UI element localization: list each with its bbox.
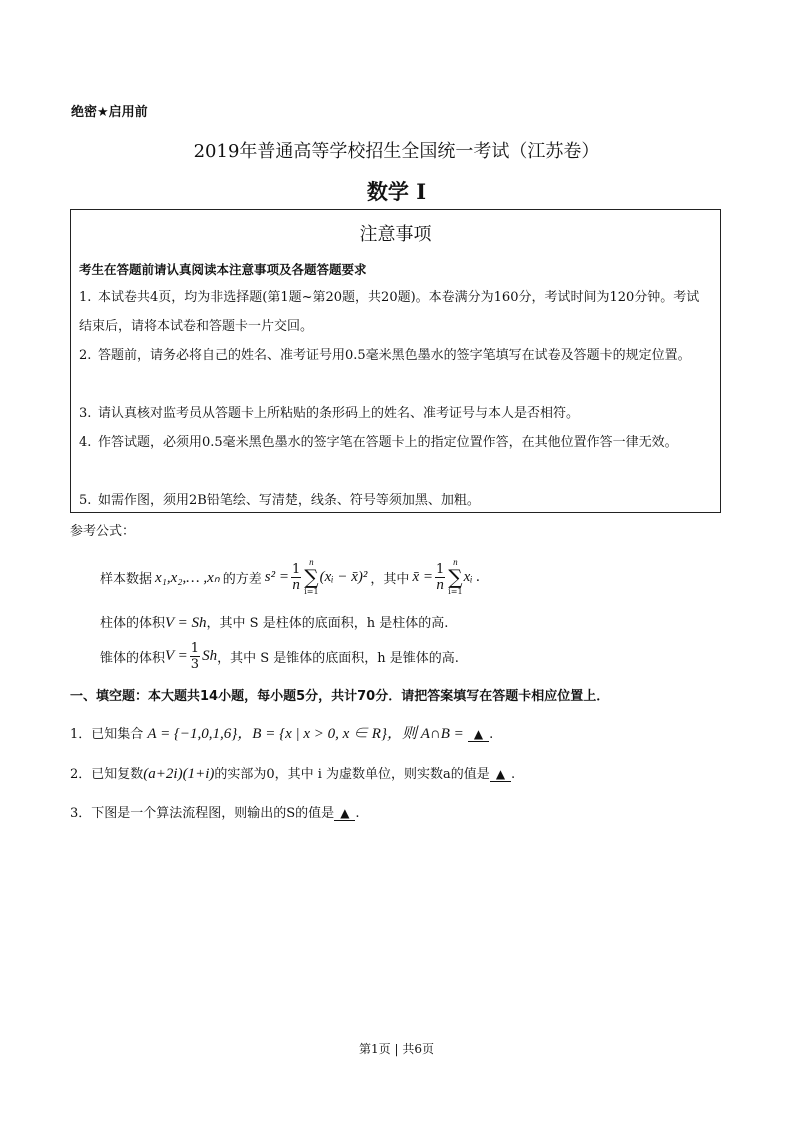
denominator: n	[436, 576, 444, 593]
fraction	[190, 641, 200, 672]
notice-title: 注意事项	[359, 224, 432, 245]
notice-item	[79, 283, 709, 341]
variance-term: (xᵢ − x̄)²	[319, 568, 368, 585]
question-3	[70, 802, 360, 821]
mean-term: xᵢ .	[463, 568, 481, 585]
question-1	[70, 722, 493, 743]
exam-title: 2019年普通高等学校招生全国统一考试（江苏卷）	[193, 141, 600, 162]
fraction	[291, 562, 301, 593]
answer-blank: ▲	[468, 727, 489, 742]
cylinder-suffix: ，其中 S 是柱体的底面积，h 是柱体的高.	[206, 616, 449, 631]
cylinder-expr: V = Sh	[165, 615, 207, 631]
period: .	[355, 806, 360, 821]
notice-item	[79, 341, 709, 370]
formulas-label: 参考公式：	[70, 524, 136, 539]
mean-mid: ，其中	[370, 571, 410, 587]
cone-lhs: V =	[165, 648, 188, 664]
sum-symbol: n ∑ i=1	[304, 557, 319, 596]
notice-intro: 考生在答题前请认真阅读本注意事项及各题答题要求	[79, 262, 367, 277]
cylinder-prefix: 柱体的体积	[100, 616, 166, 631]
notice-item-text: 如需作图，须用2B铅笔绘、写清楚，线条、符号等须加黑、加粗。	[98, 493, 480, 508]
cylinder-formula	[100, 612, 448, 632]
variance-lhs: s² =	[264, 568, 289, 585]
variance-prefix: 样本数据	[100, 571, 153, 587]
notice-item	[79, 486, 709, 515]
numerator: 1	[190, 641, 200, 656]
question-number: 1．	[70, 727, 92, 742]
notice-item-text: 请认真核对监考员从答题卡上所粘贴的条形码上的姓名、准考证号与本人是否相符。	[98, 406, 580, 421]
notice-item-number: 3.	[79, 406, 92, 421]
confidential-label: 绝密★启用前	[71, 105, 148, 120]
notice-item-number: 2.	[79, 348, 92, 363]
sum-upper: n	[309, 557, 314, 567]
notice-item-number: 5.	[79, 493, 92, 508]
numerator: 1	[435, 561, 445, 577]
cone-prefix: 锥体的体积	[100, 651, 166, 666]
notice-box	[70, 209, 721, 513]
section-heading: 一、填空题：本大题共14小题，每小题5分，共计70分．请把答案填写在答题卡相应位置上．	[70, 689, 610, 704]
question-math: A = {−1,0,1,6}，B = {x | x > 0, x ∈ R}，则 A∩B =	[147, 726, 464, 742]
period: .	[489, 727, 494, 742]
sum-lower: i=1	[448, 587, 463, 596]
question-text: 已知集合	[91, 727, 148, 742]
page-number: 第1页 | 共6页	[359, 1042, 434, 1056]
variance-formula	[100, 558, 480, 596]
sum-lower: i=1	[304, 587, 319, 596]
question-2	[70, 763, 515, 783]
mean-lhs: x̄ =	[412, 568, 433, 585]
fraction	[435, 562, 445, 593]
sum-symbol: n ∑ i=1	[448, 557, 463, 596]
cone-suffix: ，其中 S 是锥体的底面积，h 是锥体的高.	[217, 651, 459, 666]
subject-title: 数学 I	[366, 179, 427, 204]
notice-item-text: 本试卷共4页，均为非选择题(第1题~第20题，共20题)。本卷满分为160分，考试时间为120分钟。考试结束后，请将本试卷和答题卡一片交回。	[79, 290, 700, 334]
notice-item	[79, 399, 709, 428]
notice-item-number: 1.	[79, 290, 92, 305]
question-number: 2．	[70, 767, 92, 782]
period: .	[511, 767, 516, 782]
variance-mid: 的方差	[222, 571, 262, 587]
notice-item-number: 4.	[79, 435, 92, 450]
numerator: 1	[291, 561, 301, 577]
answer-blank: ▲	[334, 806, 355, 821]
question-number: 3．	[70, 806, 92, 821]
cone-rhs: Sh	[202, 648, 218, 664]
variance-vars: x₁,x₂,… ,xₙ	[155, 569, 220, 586]
cone-formula	[100, 641, 459, 672]
question-text: 的实部为0，其中 i 为虚数单位，则实数a的值是	[214, 767, 490, 782]
notice-item-text: 答题前，请务必将自己的姓名、准考证号用0.5毫米黑色墨水的签字笔填写在试卷及答题卡的规定位置。	[98, 348, 691, 363]
question-text: 下图是一个算法流程图，则输出的S的值是	[91, 806, 335, 821]
denominator: n	[292, 576, 300, 593]
denominator: 3	[190, 657, 200, 672]
notice-item-text: 作答试题，必须用0.5毫米黑色墨水的签字笔在答题卡上的指定位置作答，在其他位置作答一律无效。	[98, 435, 678, 450]
answer-blank: ▲	[490, 767, 511, 782]
notice-item	[79, 428, 709, 457]
sum-upper: n	[453, 557, 458, 567]
question-text: 已知复数	[91, 767, 144, 782]
question-math: (a+2i)(1+i)	[143, 766, 215, 782]
